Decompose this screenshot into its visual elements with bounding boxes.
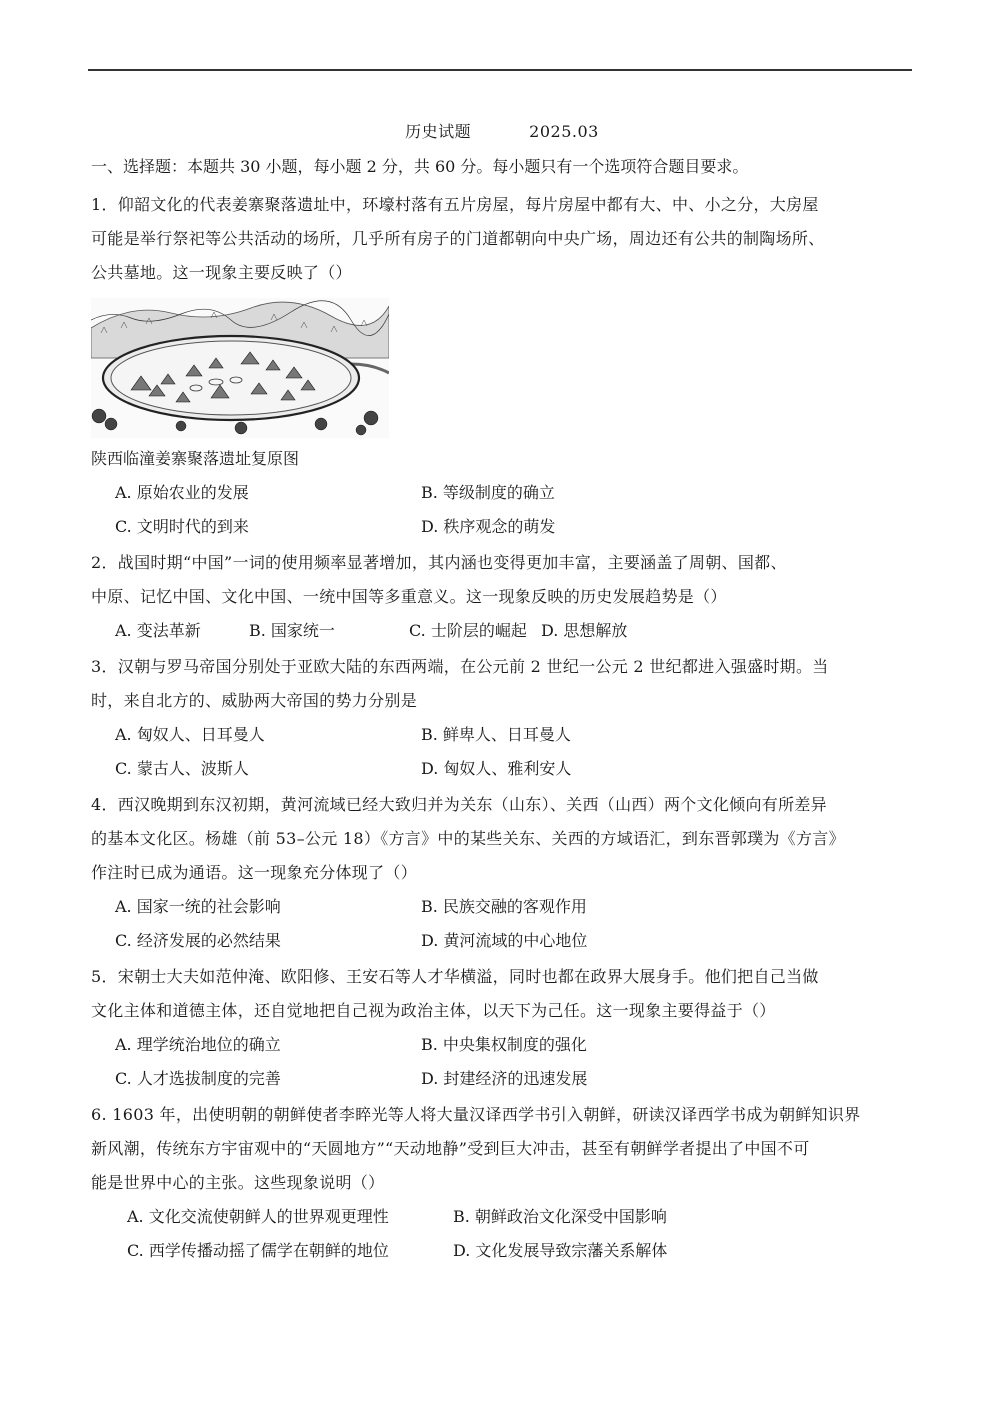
option-b: B. 国家统一 bbox=[249, 621, 335, 640]
question-5-text bbox=[91, 960, 913, 1028]
exam-title bbox=[91, 118, 913, 146]
question-line: 时，来自北方的、威胁两大帝国的势力分别是 bbox=[91, 691, 418, 710]
option-a: A. 变法革新 bbox=[115, 621, 201, 640]
option-b: B. 等级制度的确立 bbox=[421, 483, 555, 502]
option-b: B. 朝鲜政治文化深受中国影响 bbox=[453, 1207, 667, 1226]
option-d: D. 匈奴人、雅利安人 bbox=[421, 759, 572, 778]
question-line: 1．仰韶文化的代表姜寨聚落遗址中，环壕村落有五片房屋，每片房屋中都有大、中、小之分，大房屋 bbox=[91, 195, 819, 214]
exam-title-text: 历史试题 bbox=[405, 122, 472, 141]
option-c: C. 西学传播动摇了儒学在朝鲜的地位 bbox=[127, 1241, 389, 1260]
option-b: B. 鲜卑人、日耳曼人 bbox=[421, 725, 571, 744]
question-line: 中原、记忆中国、文化中国、一统中国等多重意义。这一现象反映的历史发展趋势是（） bbox=[91, 587, 727, 606]
figure-caption: 陕西临潼姜寨聚落遗址复原图 bbox=[91, 449, 300, 468]
question-6 bbox=[91, 1098, 913, 1268]
question-3 bbox=[91, 650, 913, 786]
option-a: A. 匈奴人、日耳曼人 bbox=[115, 725, 265, 744]
option-d: D. 秩序观念的萌发 bbox=[421, 517, 556, 536]
question-4-text bbox=[91, 788, 913, 890]
question-line: 4．西汉晚期到东汉初期，黄河流域已经大致归并为关东（山东）、关西（山西）两个文化倾向有所差异 bbox=[91, 795, 827, 814]
question-1-text bbox=[91, 188, 913, 290]
question-line: 5．宋朝士大夫如范仲淹、欧阳修、王安石等人才华横溢，同时也都在政界大展身手。他们把自己当做 bbox=[91, 967, 819, 986]
question-4-options bbox=[115, 890, 913, 958]
question-line: 的基本文化区。杨雄（前 53–公元 18）《方言》中的某些关东、关西的方域语汇，到东晋郭璞为《方言》 bbox=[91, 829, 845, 848]
option-a: A. 国家一统的社会影响 bbox=[115, 897, 281, 916]
question-3-text bbox=[91, 650, 913, 718]
question-6-text bbox=[91, 1098, 913, 1200]
settlement-illustration bbox=[91, 298, 389, 438]
option-c: C. 经济发展的必然结果 bbox=[115, 931, 281, 950]
option-c: C. 士阶层的崛起 bbox=[409, 621, 527, 640]
question-line: 2．战国时期“中国”一词的使用频率显著增加，其内涵也变得更加丰富，主要涵盖了周朝、国都、 bbox=[91, 553, 787, 572]
question-line: 文化主体和道德主体，还自觉地把自己视为政治主体，以天下为己任。这一现象主要得益于（） bbox=[91, 1001, 776, 1020]
question-1-options bbox=[115, 476, 913, 544]
question-6-options bbox=[127, 1200, 913, 1268]
option-d: D. 封建经济的迅速发展 bbox=[421, 1069, 588, 1088]
header-rule bbox=[88, 69, 912, 71]
exam-page bbox=[91, 118, 913, 1268]
option-a: A. 理学统治地位的确立 bbox=[115, 1035, 281, 1054]
option-d: D. 黄河流域的中心地位 bbox=[421, 931, 588, 950]
option-d: D. 文化发展导致宗藩关系解体 bbox=[453, 1241, 668, 1260]
option-b: B. 民族交融的客观作用 bbox=[421, 897, 587, 916]
option-b: B. 中央集权制度的强化 bbox=[421, 1035, 587, 1054]
question-2-options bbox=[115, 614, 913, 648]
section-heading: 一、选择题：本题共 30 小题，每小题 2 分，共 60 分。每小题只有一个选项符合题目要求。 bbox=[91, 157, 749, 176]
option-d: D. 思想解放 bbox=[541, 621, 628, 640]
question-2-text bbox=[91, 546, 913, 614]
question-5-options bbox=[115, 1028, 913, 1096]
question-line: 新风潮，传统东方宇宙观中的“天圆地方”“天动地静”受到巨大冲击，甚至有朝鲜学者提出了中国不可 bbox=[91, 1139, 810, 1158]
option-c: C. 文明时代的到来 bbox=[115, 517, 249, 536]
question-4 bbox=[91, 788, 913, 958]
question-line: 作注时已成为通语。这一现象充分体现了（） bbox=[91, 863, 418, 882]
option-a: A. 原始农业的发展 bbox=[115, 483, 249, 502]
question-1 bbox=[91, 188, 913, 544]
question-line: 能是世界中心的主张。这些现象说明（） bbox=[91, 1173, 385, 1192]
exam-date: 2025.03 bbox=[529, 122, 599, 141]
option-c: C. 蒙古人、波斯人 bbox=[115, 759, 249, 778]
question-line: 6. 1603 年，出使明朝的朝鲜使者李睟光等人将大量汉译西学书引入朝鲜，研读汉译西学书成为朝鲜知识界 bbox=[91, 1105, 861, 1124]
question-line: 公共墓地。这一现象主要反映了（） bbox=[91, 263, 352, 282]
question-line: 3．汉朝与罗马帝国分别处于亚欧大陆的东西两端，在公元前 2 世纪一公元 2 世纪都进入强盛时期。当 bbox=[91, 657, 829, 676]
question-5 bbox=[91, 960, 913, 1096]
question-2 bbox=[91, 546, 913, 648]
question-line: 可能是举行祭祀等公共活动的场所，几乎所有房子的门道都朝向中央广场，周边还有公共的制陶场所、 bbox=[91, 229, 825, 248]
question-3-options bbox=[115, 718, 913, 786]
option-c: C. 人才选拔制度的完善 bbox=[115, 1069, 281, 1088]
option-a: A. 文化交流使朝鲜人的世界观更理性 bbox=[127, 1207, 389, 1226]
